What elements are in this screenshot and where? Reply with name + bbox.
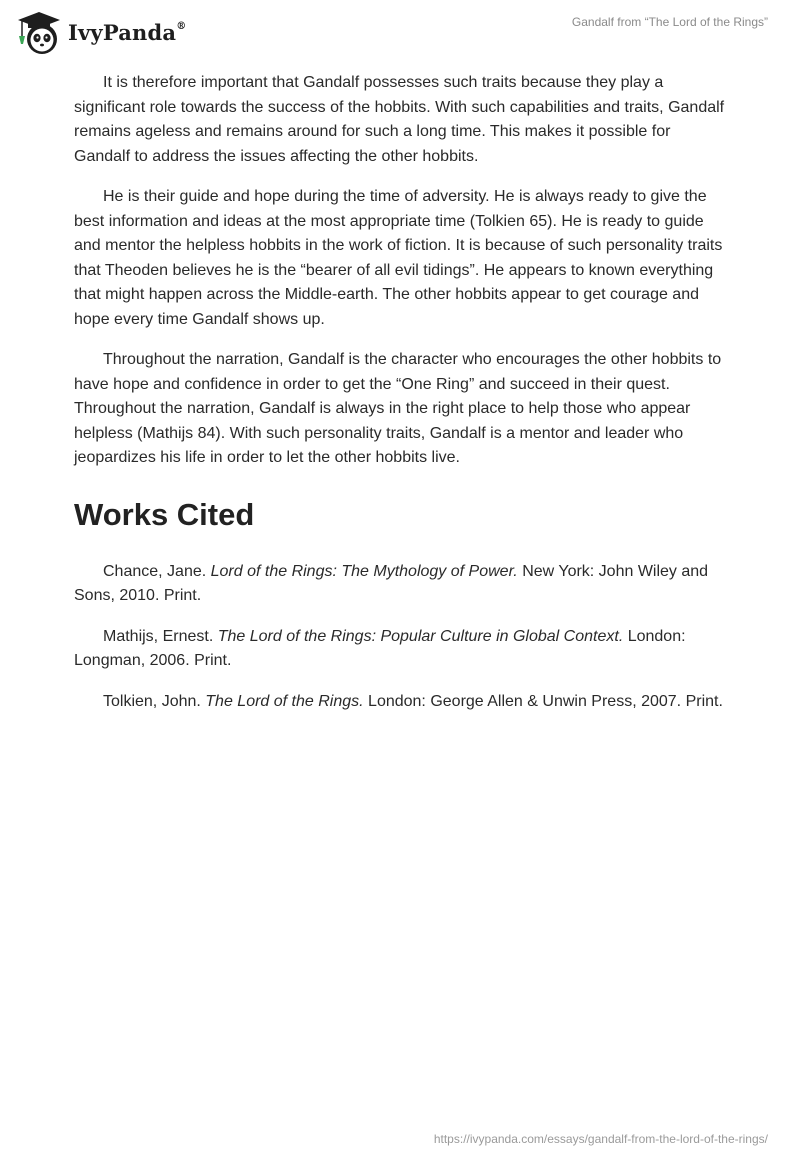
citation-entry: Mathijs, Ernest. The Lord of the Rings: Popular Culture in Global Context. London: Longman, 2006. Print. [74, 627, 686, 669]
essay-content [74, 71, 726, 730]
ivypanda-logo[interactable] [14, 10, 186, 56]
citation-entry: Chance, Jane. Lord of the Rings: The Mythology of Power. New York: John Wiley and Sons, 2010. Print. [74, 562, 709, 604]
running-title: Gandalf from “The Lord of the Rings” [571, 15, 768, 29]
panda-graduate-icon [14, 10, 64, 56]
body-paragraph: It is therefore important that Gandalf possesses such traits because they play a significant role towards the success of the hobbits. With such capabilities and traits, Gandalf remains ageless and remains around for such a long time. This makes it possible for Gandalf to address the issues affecting the other hobbits. [74, 74, 725, 165]
body-paragraph: He is their guide and hope during the time of adversity. He is always ready to give the best information and ideas at the most appropriate time (Tolkien 65). He is ready to guide and mentor the helpless hobbits in the work of fiction. It is because of such personality traits that Theoden believes he is the “bearer of all evil tidings”. He appears to known everything that might happen across the Middle-earth. The other hobbits appear to get courage and hope every time Gandalf shows up. [74, 188, 723, 328]
works-cited-heading: Works Cited [74, 496, 255, 532]
brand-name: IvyPanda® [68, 19, 187, 45]
page-header [0, 0, 800, 60]
citation-entry: Tolkien, John. The Lord of the Rings. London: George Allen & Unwin Press, 2007. Print. [103, 692, 723, 710]
source-url-link[interactable]: https://ivypanda.com/essays/gandalf-from-the-lord-of-the-rings/ [433, 1132, 768, 1146]
body-paragraph: Throughout the narration, Gandalf is the character who encourages the other hobbits to have hope and confidence in order to get the “One Ring” and succeed in their quest. Throughout the narration, Gandalf is always in the right place to help those who appear helpless (Mathijs 84). With such personality traits, Gandalf is a mentor and leader who jeopardizes his life in order to let the other hobbits live. [74, 351, 722, 466]
